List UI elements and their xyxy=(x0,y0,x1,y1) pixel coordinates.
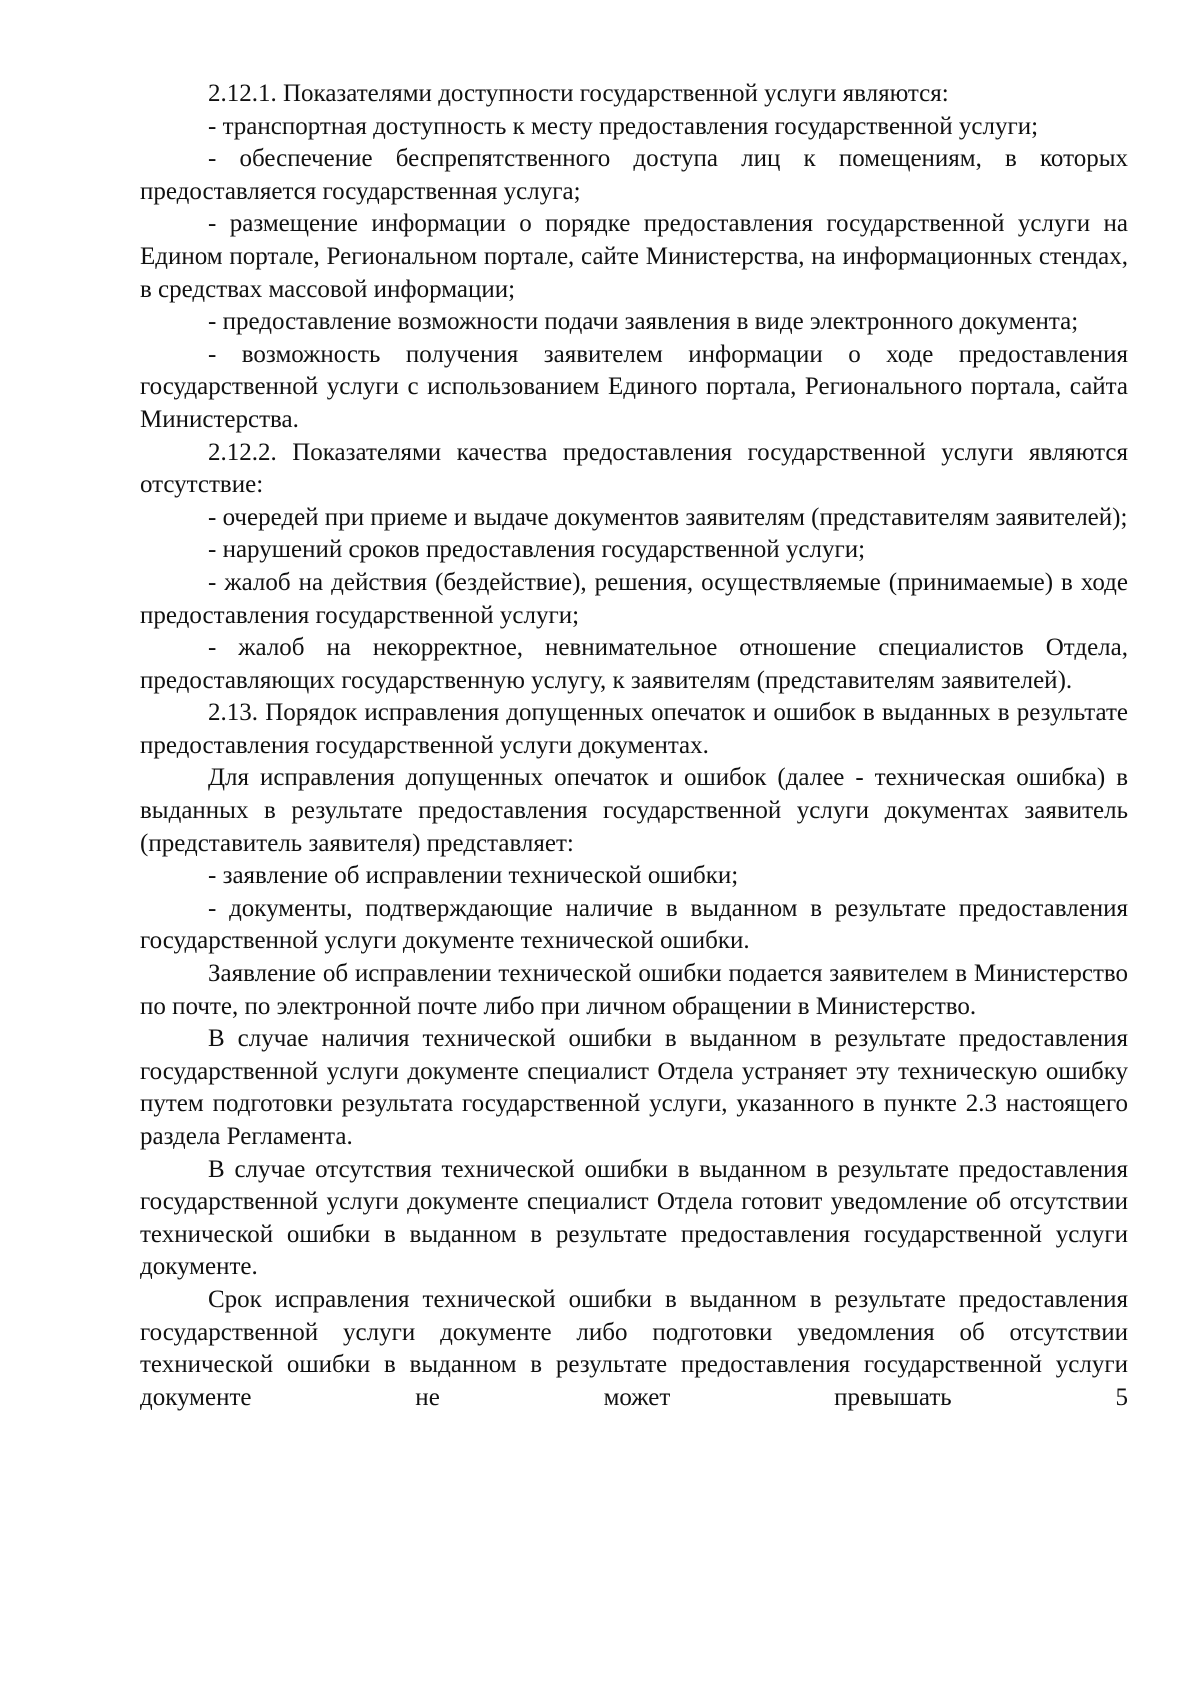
paragraph-progress-info: - возможность получения заявителем информации о ходе предоставления государственной услуги с использованием Единого портала, Регионального портала, сайта Министерства. xyxy=(140,340,1128,433)
paragraph-no-deadline-violations: - нарушений сроков предоставления государственной услуги; xyxy=(208,536,866,564)
paragraph-info-placement: - размещение информации о порядке предоставления государственной услуги на Едином портале, Региональном портале, сайте Министерства, на информационных стендах, в средствах массовой информации; xyxy=(140,210,1128,303)
document-page xyxy=(140,78,1128,1414)
paragraph-no-queues: - очередей при приеме и выдаче документов заявителям (представителям заявителей); xyxy=(208,503,1128,531)
paragraph-transport-access: - транспортная доступность к месту предоставления государственной услуги; xyxy=(208,112,1039,140)
paragraph-correction-deadline: Срок исправления технической ошибки в выданном в результате предоставления государственной услуги документе либо подготовки уведомления об отсутствии технической ошибки в выданном в результате предоставления государственной услуги документе не может превышать 5 xyxy=(140,1285,1128,1411)
paragraph-electronic-application: - предоставление возможности подачи заявления в виде электронного документа; xyxy=(208,308,1079,336)
paragraph-no-complaints-actions: - жалоб на действия (бездействие), решения, осуществляемые (принимаемые) в ходе предоставления государственной услуги; xyxy=(140,568,1128,629)
paragraph-quality-heading: 2.12.2. Показателями качества предоставления государственной услуги являются отсутствие: xyxy=(140,438,1128,499)
paragraph-submission-methods: Заявление об исправлении технической ошибки подается заявителем в Министерство по почте, по электронной почте либо при личном обращении в Министерство. xyxy=(140,960,1128,1020)
paragraph-correction-application: - заявление об исправлении технической ошибки; xyxy=(208,862,739,890)
paragraph-premises-access: - обеспечение беспрепятственного доступа лиц к помещениям, в которых предоставляется государственная услуга; xyxy=(140,145,1128,205)
paragraph-error-absent: В случае отсутствия технической ошибки в выданном в результате предоставления государственной услуги документе специалист Отдела готовит уведомление об отсутствии технической ошибки в выданном в результате предоставления государственной услуги документе. xyxy=(140,1155,1128,1281)
paragraph-no-complaints-attitude: - жалоб на некорректное, невнимательное отношение специалистов Отдела, предоставляющих государственную услугу, к заявителям (представителям заявителей). xyxy=(140,634,1128,694)
paragraph-accessibility-heading: 2.12.1. Показателями доступности государственной услуги являются: xyxy=(208,80,949,107)
paragraph-supporting-documents: - документы, подтверждающие наличие в выданном в результате предоставления государственной услуги документе технической ошибки. xyxy=(140,894,1128,955)
paragraph-correction-submission: Для исправления допущенных опечаток и ошибок (далее - техническая ошибка) в выданных в результате предоставления государственной услуги документах заявитель (представитель заявителя) представляет: xyxy=(140,764,1128,857)
paragraph-error-present: В случае наличия технической ошибки в выданном в результате предоставления государственной услуги документе специалист Отдела устраняет эту техническую ошибку путем подготовки результата государственной услуги, указанного в пункте 2.3 настоящего раздела Регламента. xyxy=(140,1025,1128,1150)
paragraph-section-2-13-heading: 2.13. Порядок исправления допущенных опечаток и ошибок в выданных в результате предоставления государственной услуги документах. xyxy=(140,699,1128,759)
